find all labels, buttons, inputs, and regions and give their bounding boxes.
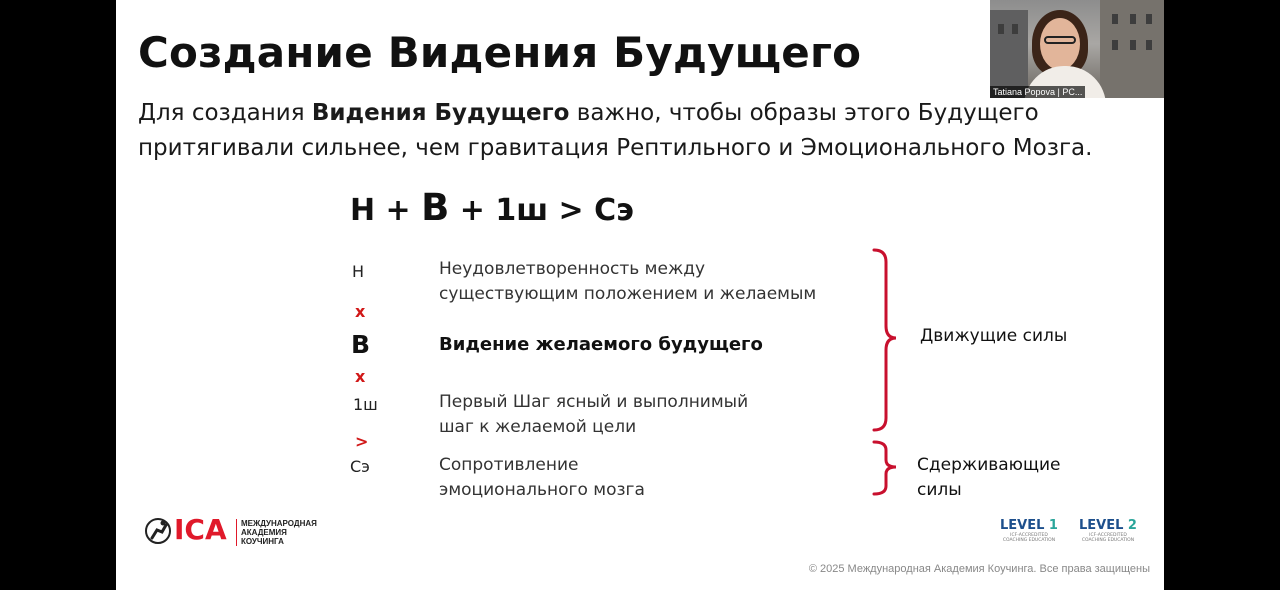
curly-brace-icon — [868, 246, 908, 500]
desc-line: существующим положением и желаемым — [439, 284, 817, 304]
formula-plus: + — [449, 193, 496, 228]
level-sub: COACHING EDUCATION — [1002, 538, 1056, 543]
brace-restraining — [874, 442, 896, 494]
building-window — [1112, 14, 1118, 24]
building-window — [1130, 40, 1136, 50]
description-vision: Видение желаемого будущего — [439, 334, 763, 355]
formula-rest: 1ш > Сэ — [495, 193, 634, 228]
ica-logo-text: ICA — [174, 513, 227, 546]
level-number: 1 — [1048, 518, 1058, 533]
symbol-resistance: Сэ — [350, 457, 370, 476]
ica-sub-line: КОУЧИНГА — [241, 537, 284, 546]
description-dissatisfaction — [439, 257, 816, 307]
level-1-badge — [1000, 518, 1058, 543]
formula-h: Н — [350, 193, 376, 228]
description-resistance — [439, 453, 645, 503]
ica-logo-subtitle — [236, 519, 321, 546]
operator-greater: > — [355, 432, 369, 451]
building-window — [1146, 40, 1152, 50]
level-sub: COACHING EDUCATION — [1081, 538, 1135, 543]
intro-part-2: важно, чтобы образы этого Будущего притягивали сильнее, чем гравитация Рептильного и Эмоционального Мозга. — [138, 100, 1093, 161]
copyright-text: © 2025 Международная Академия Коучинга. Все права защищены — [808, 563, 1150, 575]
ica-sub-line: МЕЖДУНАРОДНАЯ — [241, 519, 317, 528]
driving-forces-label: Движущие силы — [920, 326, 1068, 346]
desc-line: Неудовлетворенность между — [439, 259, 706, 279]
formula — [350, 186, 634, 229]
intro-bold: Видения Будущего — [311, 100, 570, 126]
operator-multiply: х — [355, 367, 366, 386]
desc-line: Первый Шаг ясный и выполнимый — [439, 392, 749, 412]
desc-line: шаг к желаемой цели — [439, 417, 637, 437]
glasses-icon — [1044, 36, 1076, 44]
level-sub: ICF-ACCREDITED — [1089, 533, 1127, 538]
building-window — [1146, 14, 1152, 24]
building-window — [1012, 24, 1018, 34]
level-number: 2 — [1127, 518, 1137, 533]
restraining-forces-label — [917, 453, 1061, 503]
level-sub: ICF-ACCREDITED — [1010, 533, 1048, 538]
symbol-first-step: 1ш — [353, 395, 378, 414]
participant-face — [1040, 18, 1080, 70]
slide-intro-text — [138, 96, 1148, 166]
ica-runner-icon — [144, 516, 172, 546]
restraining-line: Сдерживающие — [917, 455, 1061, 475]
building-window — [1130, 14, 1136, 24]
level-word: LEVEL — [1000, 518, 1045, 533]
brace-driving — [874, 250, 896, 430]
participant-video-tile[interactable] — [990, 0, 1164, 98]
background-building — [990, 10, 1028, 98]
building-window — [1112, 40, 1118, 50]
operator-multiply: х — [355, 302, 366, 321]
ica-logo — [144, 513, 317, 548]
intro-part-1: Для создания — [138, 100, 312, 126]
ica-sub-line: АКАДЕМИЯ — [241, 528, 287, 537]
participant-name: Tatiana Popova | PC... — [990, 86, 1085, 98]
desc-line: Сопротивление — [439, 455, 579, 475]
symbol-h: Н — [352, 262, 365, 281]
slide-title: Создание Видения Будущего — [138, 28, 862, 77]
formula-plus: + — [375, 193, 422, 228]
symbol-v: В — [351, 330, 371, 359]
formula-v: В — [421, 186, 450, 229]
building-window — [998, 24, 1004, 34]
restraining-line: силы — [917, 480, 962, 500]
description-first-step — [439, 390, 748, 440]
level-2-badge — [1079, 518, 1137, 543]
level-word: LEVEL — [1079, 518, 1124, 533]
desc-line: эмоционального мозга — [439, 480, 645, 500]
